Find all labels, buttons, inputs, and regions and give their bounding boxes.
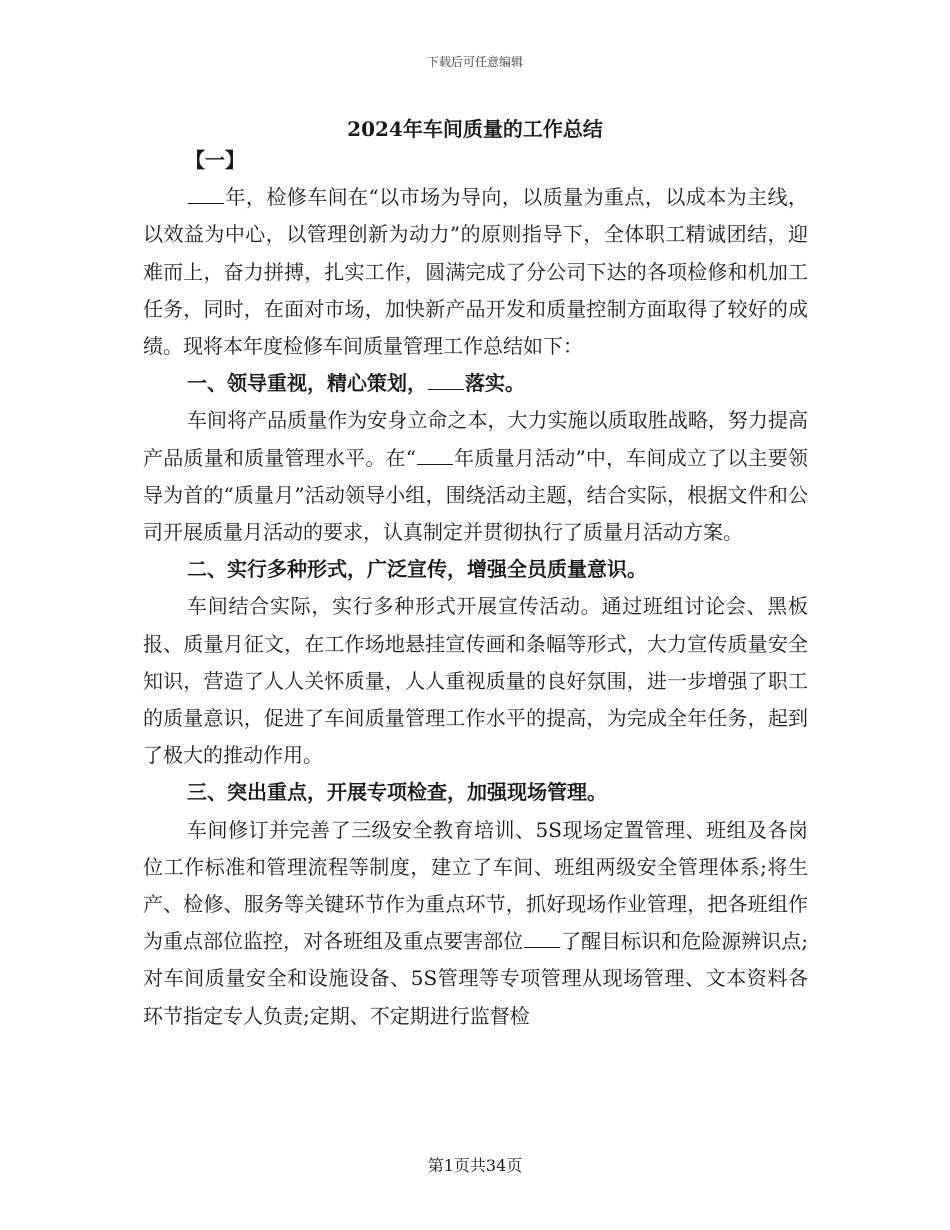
paragraph-text: 车间修订并完善了三级安全教育培训、5S现场定置管理、班组及各岗位工作标准和管理流程等制度，建立了车间、班组两级安全管理体系;将生产、检修、服务等关键环节作为重点环节，抓好现场作业管理，把各班组作为重点部位监控，对各班组及重点要害部位 xyxy=(143,817,808,954)
page-number: 第1页共34页 xyxy=(427,1156,523,1175)
section-label: 【一】 xyxy=(185,148,245,172)
section-heading-2: 二、实行多种形式，广泛宣传，增强全员质量意识。 xyxy=(187,557,647,582)
paragraph-4 xyxy=(143,812,808,1035)
section-heading-3: 三、突出重点，开展专项检查，加强现场管理。 xyxy=(187,780,607,805)
document-title: 2024年车间质量的工作总结 xyxy=(347,117,603,141)
fill-blank xyxy=(188,202,224,204)
fill-blank xyxy=(524,946,560,948)
paragraph-intro xyxy=(143,179,808,365)
paragraph-2 xyxy=(143,402,808,551)
paragraph-text: 年质量月活动”中，车间成立了以主要领导为首的“质量月”活动领导小组，围绕活动主题，结合实际，根据文件和公司开展质量月活动的要求，认真制定并贯彻执行了质量月活动方案。 xyxy=(143,445,808,545)
paragraph-text: 年，检修车间在“以市场为导向，以质量为重点，以成本为主线，以效益为中心，以管理创新为动力”的原则指导下，全体职工精诚团结，迎难而上，奋力拼搏，扎实工作，圆满完成了分公司下达的各项检修和机加工任务，同时，在面对市场，加快新产品开发和质量控制方面取得了较好的成绩。现将本年度检修车间质量管理工作总结如下： xyxy=(143,185,808,359)
page-header-note: 下载后可任意编辑 xyxy=(426,55,523,69)
fill-blank xyxy=(417,463,453,465)
paragraph-text: 车间将产品质量作为安身立命之本，大力实施以质取胜战略，努力提高产品质量和质量管理水平。在“ xyxy=(143,408,808,470)
fill-blank xyxy=(428,388,464,390)
paragraph-3: 车间结合实际，实行多种形式开展宣传活动。通过班组讨论会、黑板报、质量月征文，在工作场地悬挂宣传画和条幅等形式，大力宣传质量安全知识，营造了人人关怀质量，人人重视质量的良好氛围，进一步增强了职工的质量意识，促进了车间质量管理工作水平的提高，为完成全年任务，起到了极大的推动作用。 xyxy=(143,594,808,768)
heading-text: 落实。 xyxy=(465,371,525,396)
paragraph-text: 了醒目标识和危险源辨识点;对车间质量安全和设施设备、5S管理等专项管理从现场管理、文本资料各环节指定专人负责;定期、不定期进行监督检 xyxy=(143,929,808,1028)
section-heading-1 xyxy=(143,365,808,402)
document-body xyxy=(143,142,808,1035)
heading-text: 一、领导重视，精心策划， xyxy=(187,371,427,396)
